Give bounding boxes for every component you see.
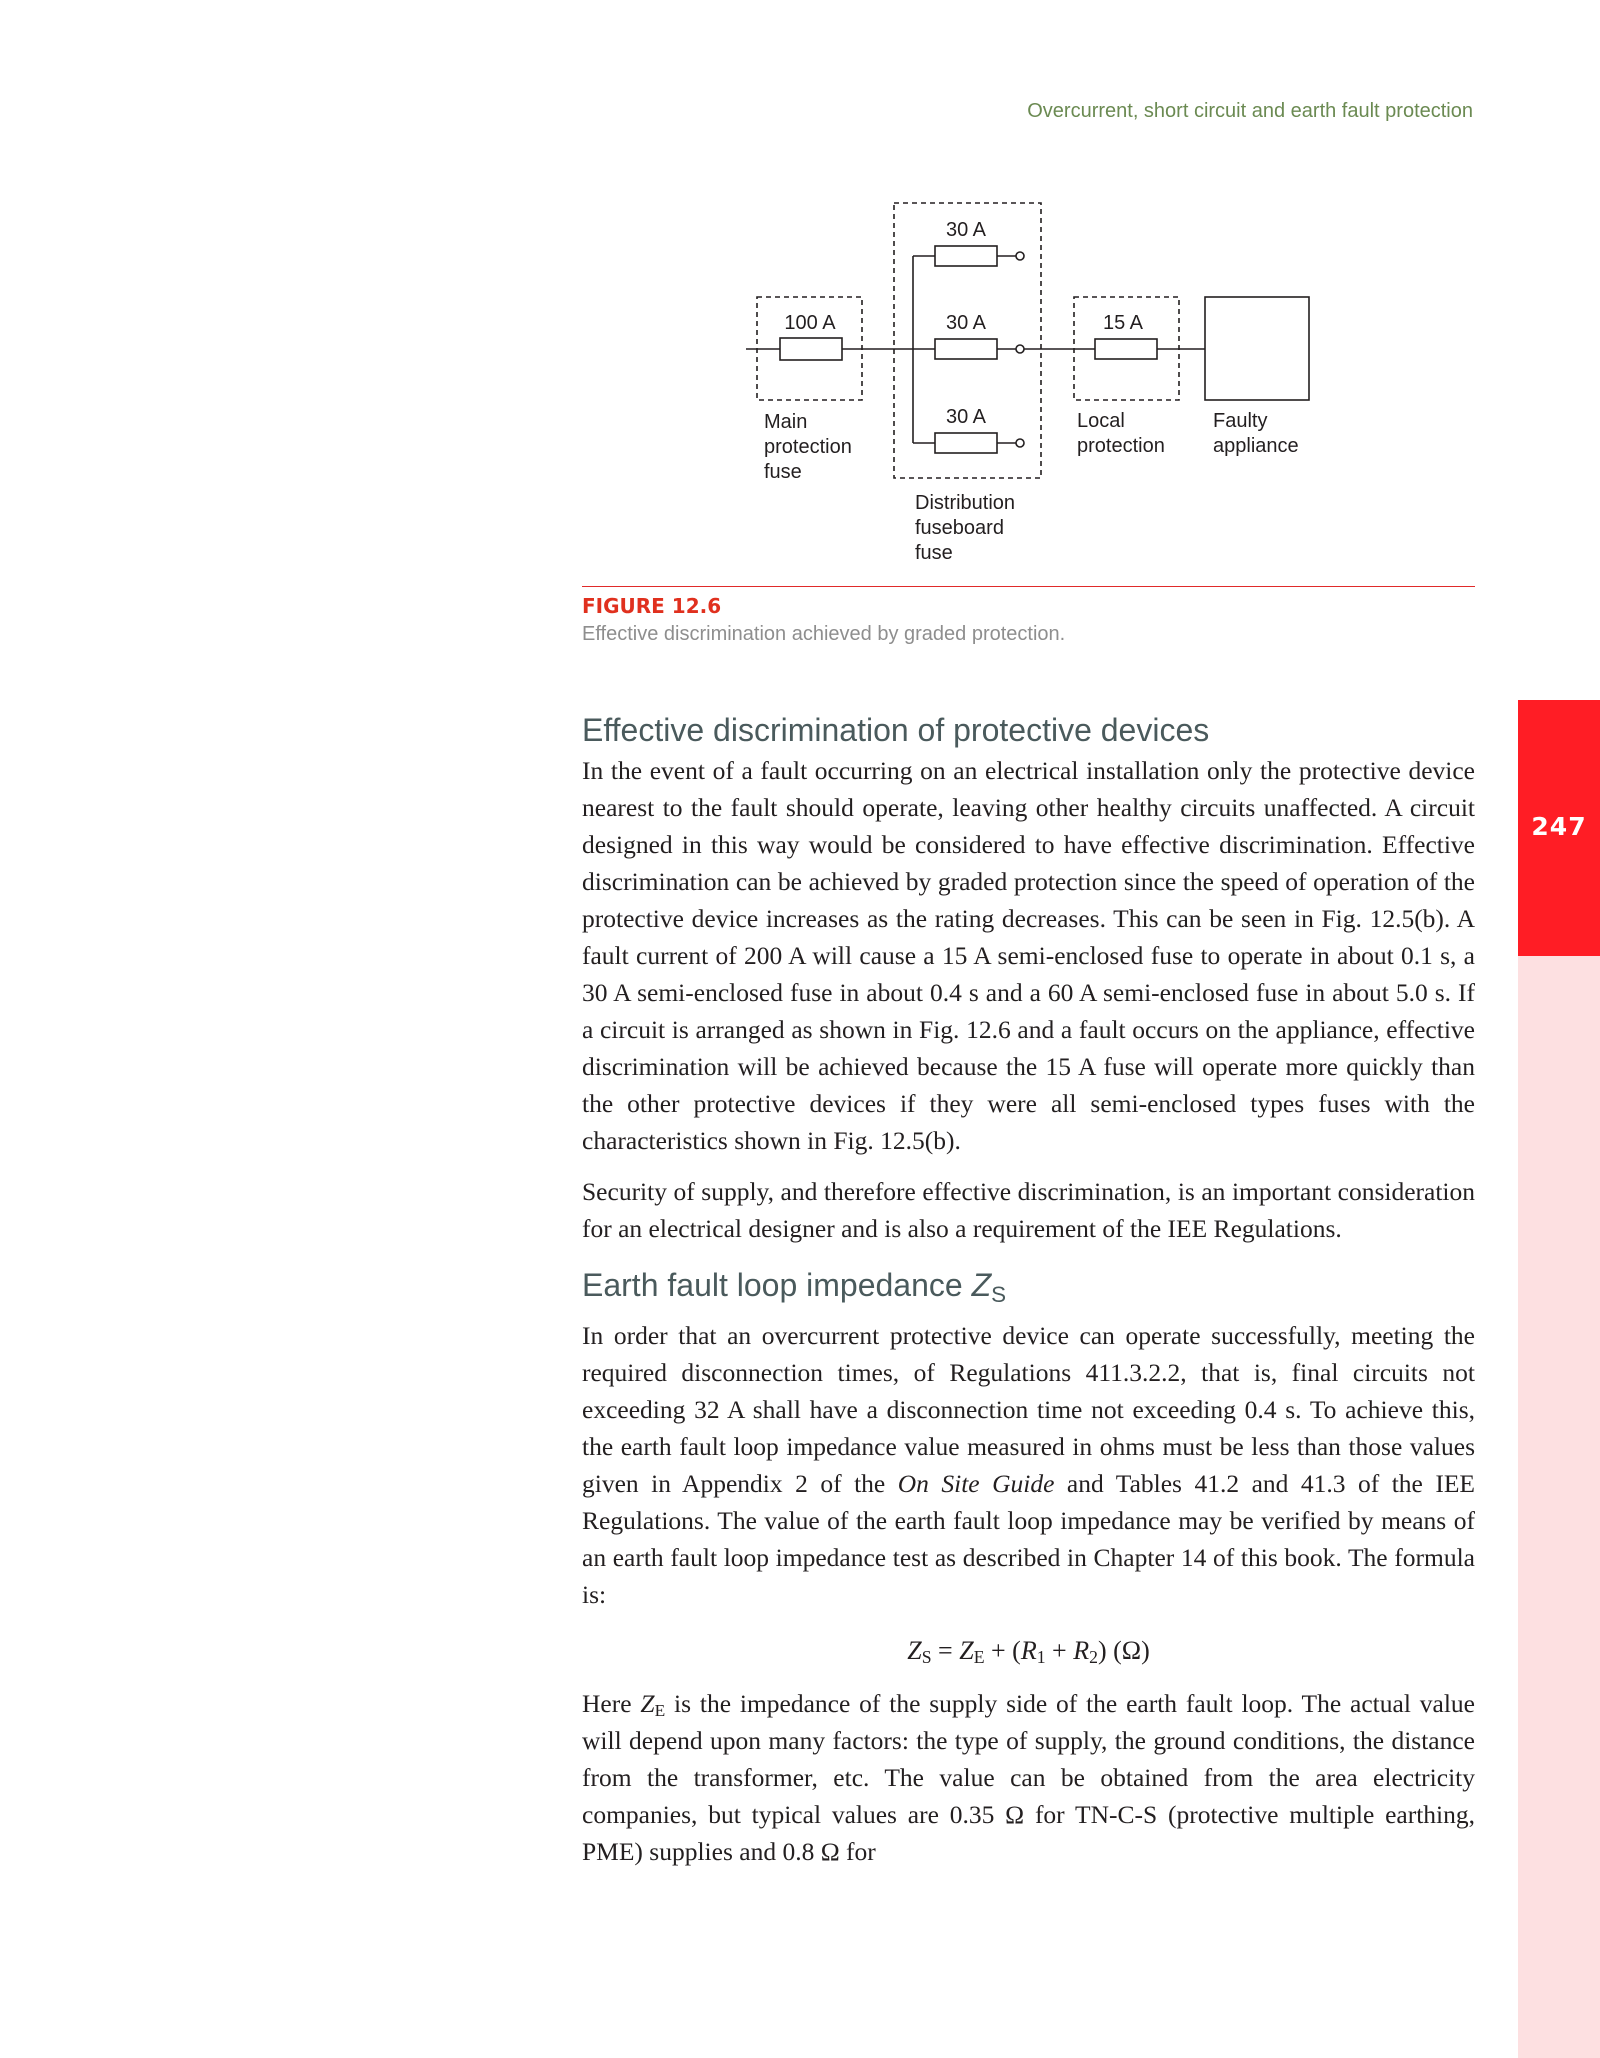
label-dist-1: Distribution [915, 492, 1016, 514]
formula-r2: R [1073, 1636, 1090, 1665]
local-fuse [1095, 339, 1157, 359]
para-text-a: In order that an overcurrent protective device can operate successfully, meeting the required disconnection times, of Regulations 411.3.2.2, that is, final circuits not exceeding 32 A shall have a disconnection time not exceeding 0.4 s. To achieve this, the earth fault loop impedance value measured in ohms must be less than those values given in Appendix 2 of the [582, 1321, 1475, 1498]
faulty-appliance [1205, 297, 1309, 400]
figure-caption: Effective discrimination achieved by graded protection. [582, 623, 1066, 645]
formula-zs-sub: S [921, 1647, 932, 1667]
formula-r2-sub: 2 [1089, 1647, 1098, 1667]
label-appliance-1: Faulty [1213, 410, 1268, 432]
para-text-c: Here [582, 1689, 641, 1718]
formula-rest-b: ) (Ω) [1097, 1636, 1150, 1665]
figure-12-6 [720, 195, 1360, 575]
label-main-3: fuse [764, 461, 802, 483]
terminal-mid [1016, 345, 1024, 353]
page-number: 247 [1531, 812, 1587, 841]
terminal-bot [1016, 439, 1024, 447]
formula [582, 1631, 1475, 1671]
figure-label: FIGURE 12.6 [582, 594, 722, 618]
rating-local: 15 A [1102, 312, 1144, 334]
formula-plus: + [1045, 1636, 1074, 1665]
body-text [582, 708, 1475, 1870]
formula-eq: = [931, 1636, 960, 1665]
dist-fuse-top [935, 246, 997, 266]
label-dist-3: fuse [915, 542, 953, 564]
formula-ze: Z [959, 1636, 974, 1665]
ze-subscript: E [654, 1701, 666, 1720]
guide-title: On Site Guide [897, 1469, 1055, 1498]
discrimination-diagram [720, 195, 1360, 575]
paragraph-earth-fault-1 [582, 1317, 1475, 1613]
rating-dist-top: 30 A [945, 219, 987, 241]
heading-text: Earth fault loop impedance [582, 1267, 972, 1303]
section-heading-discrimination: Effective discrimination of protective devices [582, 712, 1210, 748]
label-dist-2: fuseboard [915, 517, 1004, 539]
rating-dist-bot: 30 A [945, 406, 987, 428]
paragraph-discrimination-1: In the event of a fault occurring on an electrical installation only the protective device nearest to the fault should operate, leaving other healthy circuits unaffected. A circuit designed in this way would be considered to have effective discrimination. Effective discrimination can be achieved by graded protection since the speed of operation of the protective device increases as the rating decreases. This can be seen in Fig. 12.5(b). A fault current of 200 A will cause a 15 A semi-enclosed fuse to operate in about 0.1 s, a 30 A semi-enclosed fuse in about 0.4 s and a 60 A semi-enclosed fuse in about 5.0 s. If a circuit is arranged as shown in Fig. 12.6 and a fault occurs on the appliance, effective discrimination will be achieved because the 15 A fuse will operate more quickly than the other protective devices if they were all semi-enclosed types fuses with the characteristics shown in Fig. 12.5(b). [582, 756, 1475, 1155]
label-main-1: Main [764, 411, 808, 433]
formula-ze-sub: E [973, 1647, 985, 1667]
formula-r1-sub: 1 [1036, 1647, 1046, 1667]
running-head: Overcurrent, short circuit and earth fault protection [1027, 100, 1473, 122]
formula-zs: Z [907, 1636, 922, 1665]
main-fuse [780, 338, 842, 360]
paragraph-earth-fault-2 [582, 1685, 1475, 1870]
rating-main: 100 A [784, 312, 836, 334]
figure-rule [582, 586, 1475, 587]
label-main-2: protection [764, 436, 852, 458]
dist-fuse-bot [935, 433, 997, 453]
rating-dist-mid: 30 A [945, 312, 987, 334]
terminal-top [1016, 252, 1024, 260]
heading-symbol: Z [971, 1267, 992, 1303]
ze-symbol: Z [640, 1689, 655, 1718]
dist-fuse-mid [935, 339, 997, 359]
label-appliance-2: appliance [1213, 435, 1299, 457]
paragraph-discrimination-2: Security of supply, and therefore effective discrimination, is an important consideration for an electrical designer and is also a requirement of the IEE Regulations. [582, 1177, 1475, 1243]
formula-r1: R [1020, 1636, 1037, 1665]
formula-rest-a: + ( [984, 1636, 1021, 1665]
label-local-2: protection [1077, 435, 1165, 457]
para-text-b: and Tables 41.2 and 41.3 of the IEE Regulations. The value of the earth fault loop impedance may be verified by means of an earth fault loop impedance test as described in Chapter 14 of this book. The formula is: [582, 1469, 1475, 1609]
label-local-1: Local [1077, 410, 1125, 432]
para-text-d: is the impedance of the supply side of the earth fault loop. The actual value will depend upon many factors: the type of supply, the ground conditions, the distance from the transformer, etc. The value can be obtained from the area electricity companies, but typical values are 0.35 Ω for TN-C-S (protective multiple earthing, PME) supplies and 0.8 Ω for [582, 1689, 1475, 1866]
heading-subscript: S [991, 1282, 1007, 1307]
section-heading-earth-fault [582, 1263, 1475, 1317]
